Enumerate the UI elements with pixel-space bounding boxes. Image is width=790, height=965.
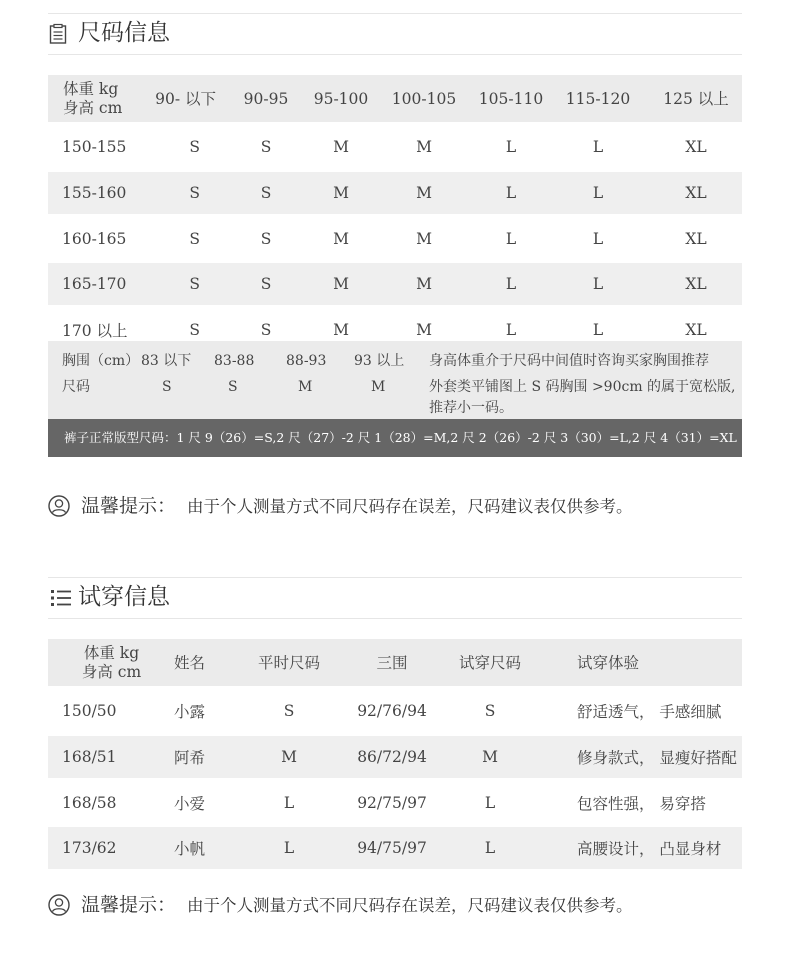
size-cell: L	[592, 275, 604, 293]
size-cell: XL	[685, 229, 707, 248]
height-cell: 170 以上	[62, 321, 128, 340]
size-cell: L	[592, 320, 604, 339]
tip-label: 温馨提示：	[81, 894, 177, 916]
name-cell: 小露	[174, 703, 206, 721]
tip-notice	[48, 892, 742, 920]
size-cell: M	[333, 275, 349, 293]
table-row	[48, 827, 742, 869]
size-cell: M	[416, 184, 432, 202]
usual-size-cell: L	[283, 839, 295, 857]
usual-size-cell: M	[281, 748, 297, 766]
table-row	[48, 172, 742, 214]
chest-advice: 推荐小一码。	[429, 400, 513, 416]
size-cell: S	[189, 138, 200, 156]
table-row	[48, 736, 742, 778]
clipboard-icon	[48, 23, 70, 45]
height-cell: 150-155	[62, 138, 127, 156]
chest-advice: 外套类平铺图上 S 码胸围 >90cm 的属于宽松版,	[429, 379, 736, 395]
size-cell: XL	[685, 320, 707, 339]
size-cell: M	[333, 138, 349, 156]
tried-size-cell: L	[484, 793, 496, 812]
size-cell: XL	[685, 275, 707, 293]
size-cell: M	[333, 184, 349, 202]
usual-size-cell: S	[283, 702, 295, 720]
table-row	[48, 686, 742, 736]
size-table-header	[48, 75, 742, 122]
tip-notice	[48, 493, 742, 521]
size-cell: L	[505, 320, 517, 339]
pants-size-bar	[48, 419, 742, 457]
weight-col-header: 90-95	[243, 89, 289, 108]
height-cell: 165-170	[62, 275, 127, 293]
tried-size-cell: M	[482, 748, 498, 766]
tried-size-cell: L	[484, 839, 496, 857]
size-cell: XL	[685, 138, 707, 156]
height-cell: 155-160	[62, 184, 127, 202]
feel-col-header: 试穿体验	[577, 653, 640, 672]
weight-height-header: 体重 kg 身高 cm	[81, 643, 142, 681]
usual-size-cell: L	[283, 793, 295, 812]
feel-cell: 修身款式， 显瘦好搭配	[577, 749, 737, 767]
feel-cell: 包容性强， 易穿搭	[577, 794, 706, 813]
chest-size: M	[371, 379, 386, 395]
user-circle-icon	[48, 495, 70, 517]
measure-col-header: 三围	[376, 653, 408, 672]
name-cell: 小帆	[174, 840, 206, 858]
usual-size-col-header: 平时尺码	[257, 653, 320, 672]
chest-range: 93 以上	[354, 353, 405, 369]
hw-cell: 168/58	[62, 793, 117, 812]
weight-col-header: 90- 以下	[155, 89, 216, 108]
size-cell: L	[592, 184, 604, 202]
size-cell: S	[189, 320, 200, 339]
user-circle-icon	[48, 894, 70, 916]
size-cell: L	[592, 229, 604, 248]
weight-col-header: 105-110	[478, 89, 544, 108]
size-info-title: 尺码信息	[78, 20, 170, 46]
size-cell: M	[416, 275, 432, 293]
size-cell: L	[505, 138, 517, 156]
chest-size: S	[228, 379, 238, 395]
chest-size: M	[298, 379, 313, 395]
name-cell: 小爱	[174, 794, 206, 813]
weight-height-header: 体重 kg 身高 cm	[63, 79, 123, 117]
size-cell: M	[416, 138, 432, 156]
tried-size-cell: S	[484, 702, 496, 720]
chest-notes	[48, 341, 742, 419]
list-icon	[48, 587, 74, 609]
measure-cell: 92/75/97	[357, 793, 427, 812]
weight-col-header: 115-120	[565, 89, 631, 108]
size-cell: S	[260, 229, 272, 248]
chest-range: 88-93	[286, 353, 327, 369]
tip-text: 由于个人测量方式不同尺码存在误差，尺码建议表仅供参考。	[187, 896, 633, 915]
tried-size-col-header: 试穿尺码	[458, 653, 521, 672]
hw-cell: 168/51	[62, 748, 117, 766]
size-cell: L	[592, 138, 604, 156]
table-row	[48, 778, 742, 827]
weight-col-header: 95-100	[313, 89, 369, 108]
try-info-header	[48, 577, 742, 619]
chest-range: 83-88	[214, 353, 255, 369]
table-row	[48, 122, 742, 172]
size-info-header	[48, 13, 742, 55]
size-cell: XL	[685, 184, 707, 202]
size-cell: S	[189, 229, 200, 248]
feel-cell: 高腰设计， 凸显身材	[577, 840, 722, 858]
measure-cell: 92/76/94	[357, 702, 427, 720]
name-cell: 阿希	[174, 749, 206, 767]
size-table	[48, 75, 742, 354]
try-info-title: 试穿信息	[78, 584, 170, 610]
chest-size: S	[162, 379, 172, 395]
name-col-header: 姓名	[174, 653, 206, 672]
size-cell: S	[189, 275, 200, 293]
chest-range: 83 以下	[141, 353, 192, 369]
chest-size-label: 尺码	[62, 379, 90, 395]
size-cell: S	[260, 184, 272, 202]
size-cell: M	[333, 229, 349, 248]
height-cell: 160-165	[62, 229, 127, 248]
weight-col-header: 100-105	[391, 89, 457, 108]
size-cell: M	[416, 320, 432, 339]
try-table	[48, 639, 742, 869]
chest-label: 胸围（cm）	[62, 353, 140, 369]
size-cell: S	[260, 275, 272, 293]
size-cell: S	[260, 138, 272, 156]
chest-advice: 身高体重介于尺码中间值时咨询买家胸围推荐	[429, 353, 709, 369]
hw-cell: 173/62	[62, 839, 117, 857]
table-row	[48, 214, 742, 263]
size-cell: L	[505, 275, 517, 293]
size-cell: M	[333, 320, 349, 339]
hw-cell: 150/50	[62, 702, 117, 720]
try-table-header	[48, 639, 742, 686]
pants-size-text: 裤子正常版型尺码：1 尺 9（26）=S,2 尺（27）-2 尺 1（28）=M,2 尺 2（26）-2 尺 3（30）=L,2 尺 4（31）=XL	[64, 430, 737, 445]
size-cell: S	[189, 184, 200, 202]
measure-cell: 94/75/97	[357, 839, 427, 857]
size-cell: L	[505, 229, 517, 248]
measure-cell: 86/72/94	[357, 748, 427, 766]
weight-col-header: 125 以上	[663, 89, 729, 108]
tip-label: 温馨提示：	[81, 495, 177, 517]
size-cell: S	[260, 320, 272, 339]
table-row	[48, 263, 742, 305]
feel-cell: 舒适透气， 手感细腻	[577, 703, 722, 721]
size-cell: L	[505, 184, 517, 202]
tip-text: 由于个人测量方式不同尺码存在误差，尺码建议表仅供参考。	[187, 497, 633, 516]
size-cell: M	[416, 229, 432, 248]
